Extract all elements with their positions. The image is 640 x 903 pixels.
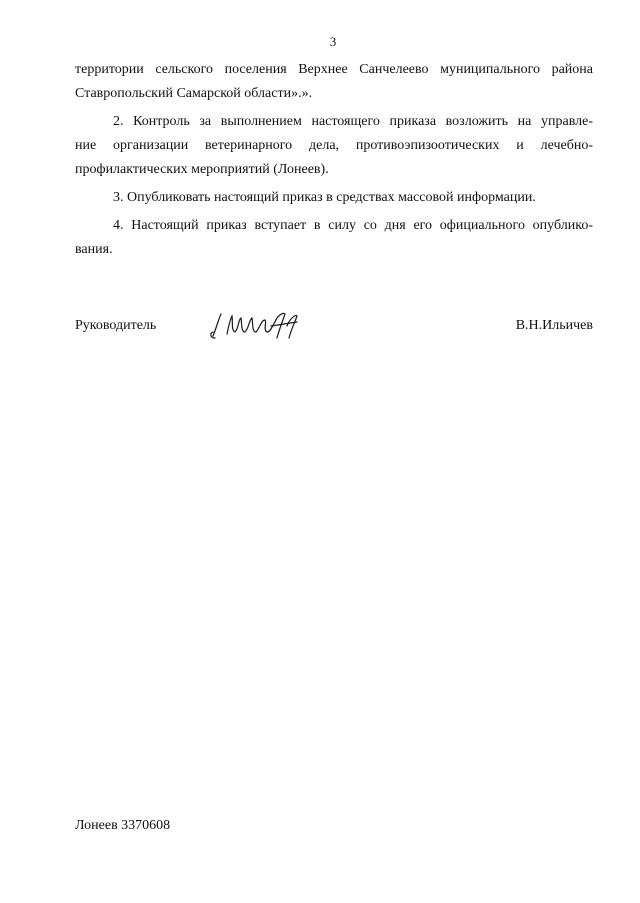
signatory-name: В.Н.Ильичев bbox=[515, 318, 593, 333]
page-number: 3 bbox=[329, 34, 337, 49]
text-line: 3. Опубликовать настоящий приказ в средствах массовой информации. bbox=[113, 190, 536, 205]
text-line: Ставропольский Самарской области».». bbox=[75, 86, 313, 101]
text-line: ние организации ветеринарного дела, противоэпизоотических и лечебно- bbox=[75, 138, 593, 153]
paragraph-continuation bbox=[75, 58, 593, 106]
paragraph-4 bbox=[75, 214, 593, 238]
paragraph-2-continued bbox=[75, 134, 593, 182]
text-line: 2. Контроль за выполнением настоящего приказа возложить на управле- bbox=[113, 114, 593, 129]
text-line: профилактических мероприятий (Лонеев). bbox=[75, 162, 329, 177]
text-line: территории сельского поселения Верхнее Санчелеево муниципального района bbox=[75, 62, 593, 77]
paragraph-2 bbox=[75, 110, 593, 134]
text-line: вания. bbox=[75, 242, 113, 257]
signature-block bbox=[75, 312, 593, 352]
text-line: 4. Настоящий приказ вступает в силу со дня его официального опублико- bbox=[113, 218, 593, 233]
paragraph-3 bbox=[75, 186, 593, 210]
executor-note: Лонеев 3370608 bbox=[75, 818, 171, 833]
signatory-role: Руководитель bbox=[75, 318, 157, 333]
handwritten-signature-icon bbox=[205, 308, 305, 344]
paragraph-4-continued bbox=[75, 238, 593, 262]
document-body bbox=[75, 58, 593, 266]
